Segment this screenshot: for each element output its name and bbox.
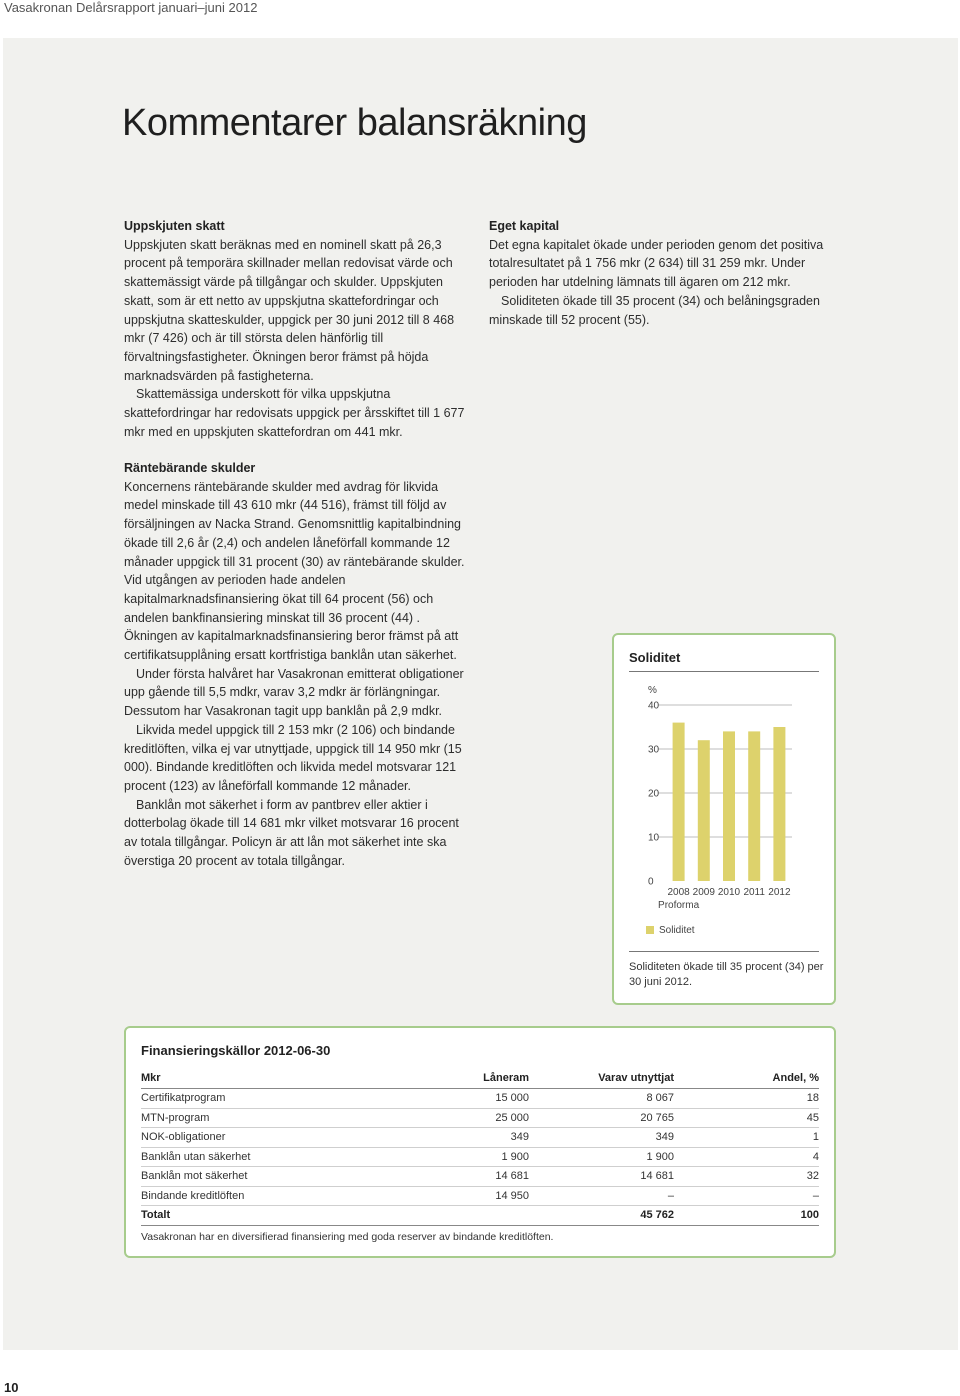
table-row — [141, 1147, 819, 1167]
solidity-title: Soliditet — [629, 650, 681, 665]
paragraph: Det egna kapitalet ökade under perioden genom det positiva totalresultatet på 1 756 mkr (2 634) till 31 259 mkr. Under perioden har utdelning lämnats till ägaren om 212 mkr. — [489, 237, 824, 290]
table-cell: Certifikatprogram — [141, 1089, 371, 1109]
table-cell: 32 — [674, 1167, 819, 1187]
financing-footnote: Vasakronan har en diversifierad finansiering med goda reserver av bindande kreditlöften. — [141, 1231, 554, 1243]
table-cell: Banklån mot säkerhet — [141, 1167, 371, 1187]
running-header: Vasakronan Delårsrapport januari–juni 2012 — [4, 0, 258, 15]
table-cell: 20 765 — [529, 1108, 674, 1128]
page-title: Kommentarer balansräkning — [122, 102, 587, 144]
y-tick-label: 0 — [648, 876, 654, 888]
table-row — [141, 1108, 819, 1128]
x-tick-label: 2010 — [717, 887, 741, 898]
paragraph: Banklån mot säkerhet i form av pantbrev eller aktier i dotterbolag ökade till 14 681 mkr vilket motsvarar 16 procent av totala tillgångar. Policyn är att lån mot säkerhet inte ska överstiga 20 procent av totala tillgångar. — [124, 797, 459, 868]
table-cell: 14 681 — [371, 1167, 529, 1187]
table-cell: 349 — [371, 1128, 529, 1148]
section-deferred-tax — [124, 217, 472, 441]
chart-legend — [646, 925, 695, 936]
table-body — [141, 1089, 819, 1226]
table-cell: 1 — [674, 1128, 819, 1148]
section-heading: Uppskjuten skatt — [124, 219, 225, 233]
table-header-row — [141, 1068, 819, 1089]
y-tick-label: 40 — [648, 700, 660, 712]
table-cell: 45 762 — [529, 1206, 674, 1226]
table-cell: 45 — [674, 1108, 819, 1128]
column-header: Låneram — [371, 1068, 529, 1089]
bar-2011 — [748, 731, 760, 881]
table-cell: 4 — [674, 1147, 819, 1167]
x-tick-label: 2009 — [692, 887, 715, 898]
table-cell: Bindande kreditlöften — [141, 1186, 371, 1206]
table-row — [141, 1089, 819, 1109]
table-cell: 14 681 — [529, 1167, 674, 1187]
table-cell: 1 900 — [529, 1147, 674, 1167]
paragraph: Koncernens räntebärande skulder med avdrag för likvida medel minskade till 43 610 mkr (44 516), främst till följd av försäljningen av Nacka Strand. Genomsnittlig kapitalbindning ökade till 2,6 år (2,4) och andelen låneförfall kommande 12 månader uppgick till 31 procent (30) av räntebärande skulder. Vid utgången av perioden hade andelen kapitalmarknadsfinansiering ökat till 64 procent (56) och andelen bankfinansiering minskat till 36 procent (44) . Ökningen av kapitalmarknadsfinansiering beror främst på att certifikatsupplåning ersatt kortfristiga banklån utan säkerhet. — [124, 479, 465, 663]
table-cell: 18 — [674, 1089, 819, 1109]
column-header: Varav utnyttjat — [529, 1068, 674, 1089]
section-heading: Räntebärande skulder — [124, 461, 256, 475]
table-row — [141, 1128, 819, 1148]
table-cell: 14 950 — [371, 1186, 529, 1206]
paragraph: Skattemässiga underskott för vilka uppskjutna skattefordringar har redovisats uppgick per årsskiftet till 1 677 mkr med en uppskjuten skattefordran om 441 mkr. — [124, 387, 465, 439]
y-axis-unit: % — [648, 685, 657, 696]
bar-2010 — [723, 731, 735, 881]
table-cell: 8 067 — [529, 1089, 674, 1109]
table-row — [141, 1167, 819, 1187]
financing-table — [141, 1068, 819, 1226]
x-tick-sublabel: Proforma — [658, 900, 700, 911]
solidity-card — [612, 633, 836, 1005]
solidity-chart — [614, 635, 834, 925]
y-tick-label: 20 — [648, 788, 660, 800]
y-tick-label: 10 — [648, 832, 660, 844]
x-tick-label: 2011 — [743, 887, 765, 898]
paragraph: Uppskjuten skatt beräknas med en nominell skatt på 26,3 procent på temporära skillnader mellan redovisat värde och skattemässigt värde på tillgångar och skulder. Uppskjuten skatt, som är ett netto av uppskjutna skattefordringar och uppskjutna skatteskulder, uppgick per 30 juni 2012 till 8 468 mkr (7 426) och är till största delen hänförlig till förvaltningsfastigheter. Ökningen beror främst på höjda marknadsvärden på fastigheterna. — [124, 237, 455, 383]
table-row — [141, 1186, 819, 1206]
section-heading: Eget kapital — [489, 219, 560, 233]
note-divider — [629, 951, 819, 952]
column-header: Andel, % — [674, 1068, 819, 1089]
solidity-note: Soliditeten ökade till 35 procent (34) per 30 juni 2012. — [629, 961, 824, 988]
table-cell — [371, 1206, 529, 1226]
table-cell: 25 000 — [371, 1108, 529, 1128]
financing-title: Finansieringskällor 2012-06-30 — [141, 1043, 331, 1058]
section-interest-bearing-debt — [124, 459, 472, 870]
table-cell: – — [529, 1186, 674, 1206]
legend-swatch — [646, 926, 654, 934]
bar-2012 — [773, 727, 785, 881]
table-cell: NOK-obligationer — [141, 1128, 371, 1148]
x-tick-label: 2012 — [768, 887, 791, 898]
x-tick-label: 2008 — [667, 887, 690, 898]
table-cell: Totalt — [141, 1206, 371, 1226]
table-cell: 349 — [529, 1128, 674, 1148]
paragraph: Under första halvåret har Vasakronan emitterat obligationer upp gående till 5,5 mdkr, varav 3,2 mdkr är förlängningar. Dessutom har Vasakronan tagit upp banklån på 2,9 mdkr. — [124, 666, 464, 719]
y-tick-label: 30 — [648, 744, 660, 756]
paragraph: Likvida medel uppgick till 2 153 mkr (2 106) och bindande kreditlöften, vilka ej var utnyttjade, uppgick till 14 950 mkr (15 000). Bindande kreditlöften och likvida medel motsvarar 121 procent (123) av låneförfall kommande 12 månader. — [124, 722, 462, 793]
bar-2008 — [673, 723, 685, 881]
table-cell: 15 000 — [371, 1089, 529, 1109]
bar-2009 — [698, 740, 710, 881]
table-cell: Banklån utan säkerhet — [141, 1147, 371, 1167]
section-equity — [489, 217, 837, 329]
paragraph: Soliditeten ökade till 35 procent (34) och belåningsgraden minskade till 52 procent (55). — [489, 293, 820, 327]
table-cell: – — [674, 1186, 819, 1206]
table-cell: MTN-program — [141, 1108, 371, 1128]
column-header: Mkr — [141, 1068, 371, 1089]
table-cell: 100 — [674, 1206, 819, 1226]
page-number: 10 — [4, 1380, 19, 1395]
legend-label: Soliditet — [659, 925, 695, 936]
financing-sources-card — [124, 1026, 836, 1258]
table-total-row — [141, 1206, 819, 1226]
table-cell: 1 900 — [371, 1147, 529, 1167]
